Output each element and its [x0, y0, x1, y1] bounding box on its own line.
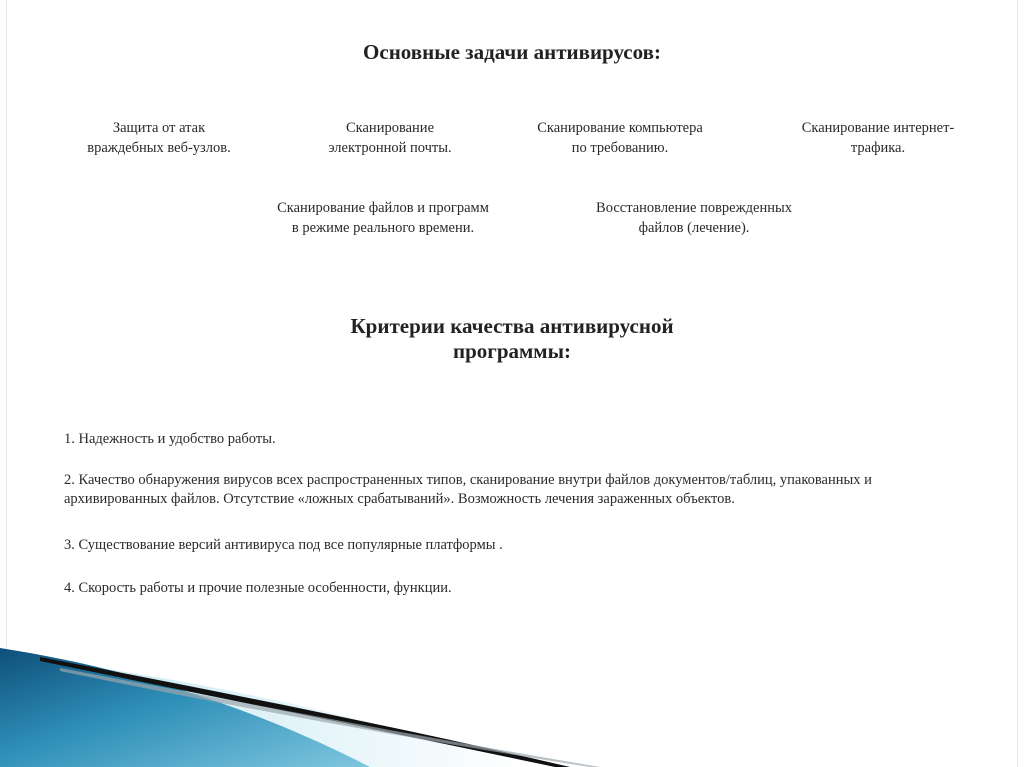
criteria-title [282, 314, 742, 364]
task-item-realtime-scan [248, 198, 518, 238]
task-line: Сканирование [346, 120, 434, 136]
task-item-traffic-scan [768, 118, 988, 158]
criteria-item: 4. Скорость работы и прочие полезные особенности, функции. [64, 580, 452, 596]
criteria-item: 3. Существование версий антивируса под все популярные платформы . [64, 537, 503, 553]
task-line: по требованию. [571, 140, 669, 156]
task-line: электронной почты. [328, 140, 452, 156]
task-line: Восстановление поврежденных [596, 200, 792, 216]
criteria-title-line: Критерии качества антивирусной [350, 314, 674, 338]
left-frame-line [6, 0, 7, 767]
task-line: файлов (лечение). [638, 220, 750, 236]
task-item-on-demand-scan [505, 118, 735, 158]
task-line: Сканирование файлов и программ [277, 200, 489, 216]
tasks-title: Основные задачи антивирусов: [363, 40, 661, 64]
wave-light-band [0, 655, 530, 767]
task-line: враждебных веб-узлов. [87, 140, 231, 156]
task-item-file-recovery [566, 198, 822, 238]
wave-gray-stripe [60, 668, 600, 767]
task-line: трафика. [850, 140, 906, 156]
task-item-email-scan [285, 118, 495, 158]
task-item-web-protection [54, 118, 264, 158]
wave-blue-band [0, 648, 370, 767]
criteria-list [64, 430, 944, 622]
criteria-item: 2. Качество обнаружения вирусов всех распространенных типов, сканирование внутри файлов документов/таблиц, упакованных и архивированных файлов. Отсутствие «ложных срабатываний». Возможность лечения зараженных объектов. [64, 472, 872, 507]
task-line: Сканирование компьютера [537, 120, 703, 136]
task-line: Защита от атак [112, 120, 206, 136]
task-line: в режиме реального времени. [291, 220, 475, 236]
criteria-title-line: программы: [453, 339, 571, 363]
criteria-item: 1. Надежность и удобство работы. [64, 431, 276, 447]
task-line: Сканирование интернет- [801, 120, 955, 136]
right-frame-line [1017, 0, 1018, 767]
wave-black-stripe [40, 657, 570, 767]
